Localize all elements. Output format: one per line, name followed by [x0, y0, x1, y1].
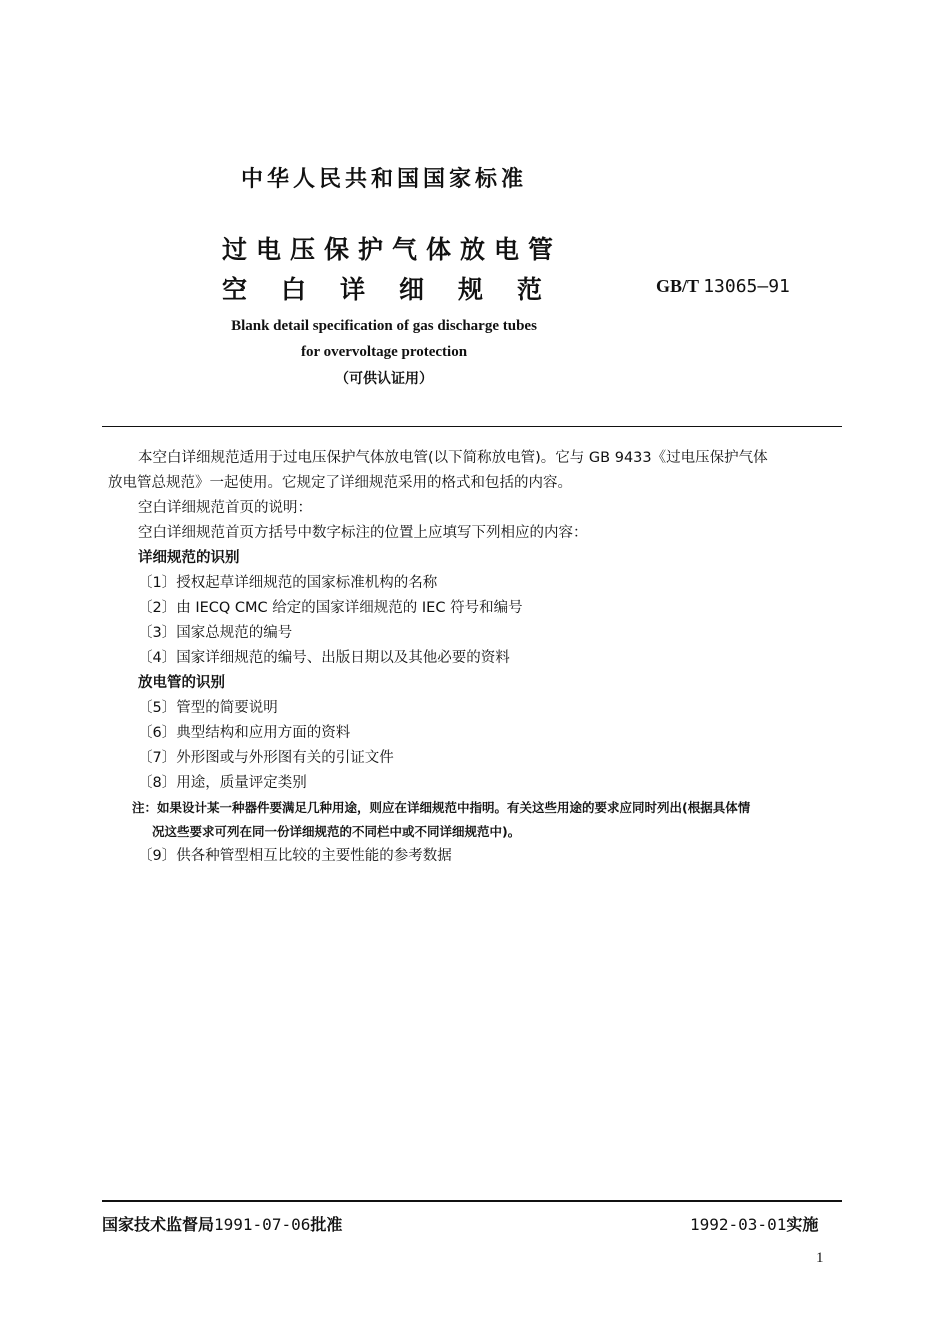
header-divider [102, 426, 842, 427]
title-en-line1: Blank detail specification of gas discharge tubes [231, 318, 537, 334]
list-item: 〔3〕国家总规范的编号 [138, 625, 293, 641]
approval-org: 国家技术监督局 [102, 1215, 215, 1234]
standard-code: 13065—91 [703, 276, 790, 297]
first-page-description: 空白详细规范首页方括号中数字标注的位置上应填写下列相应的内容： [138, 525, 588, 541]
intro-paragraph-line1: 本空白详细规范适用于过电压保护气体放电管(以下简称放电管)。它与 GB 9433《过电压保护气体 [138, 450, 768, 466]
certification-note: （可供认证用） [335, 371, 433, 387]
title-en-line2: for overvoltage protection [300, 344, 468, 360]
list-item: 〔1〕授权起草详细规范的国家标准机构的名称 [138, 575, 438, 591]
page-number: 1 [816, 1250, 824, 1266]
standard-number [656, 276, 790, 297]
note-line2: 况这些要求可列在同一份详细规范的不同栏中或不同详细规范中)。 [152, 824, 521, 839]
intro-paragraph-line2: 放电管总规范》一起使用。它规定了详细规范采用的格式和包括的内容。 [108, 475, 572, 491]
national-standard-header: 中华人民共和国国家标准 [240, 167, 527, 192]
title-cn-line2: 空白详细规范 [222, 275, 577, 304]
section-title-tube-identification: 放电管的识别 [138, 675, 225, 691]
effective-info [690, 1212, 818, 1235]
effective-label: 实施 [786, 1215, 819, 1234]
approval-info [102, 1212, 342, 1235]
approval-date: 1991-07-06 [214, 1215, 311, 1234]
footer-divider [102, 1200, 842, 1202]
effective-date: 1992-03-01 [690, 1215, 787, 1234]
list-item: 〔2〕由 IECQ CMC 给定的国家详细规范的 IEC 符号和编号 [138, 600, 523, 616]
list-item: 〔9〕供各种管型相互比较的主要性能的参考数据 [138, 848, 452, 864]
document-body [108, 446, 842, 869]
title-cn-line1: 过电压保护气体放电管 [222, 235, 563, 264]
list-item: 〔6〕典型结构和应用方面的资料 [138, 725, 351, 741]
list-item: 〔4〕国家详细规范的编号、出版日期以及其他必要的资料 [138, 650, 510, 666]
section-title-spec-identification: 详细规范的识别 [138, 550, 240, 566]
approval-label: 批准 [310, 1215, 343, 1234]
note-line1: 注：如果设计某一种器件要满足几种用途，则应在详细规范中指明。有关这些用途的要求应同时列出(根据具体情 [132, 800, 751, 815]
standard-prefix: GB/T [656, 276, 699, 296]
list-item: 〔7〕外形图或与外形图有关的引证文件 [138, 750, 394, 766]
first-page-heading: 空白详细规范首页的说明： [138, 500, 312, 516]
list-item: 〔5〕管型的简要说明 [138, 700, 278, 716]
list-item: 〔8〕用途，质量评定类别 [138, 775, 307, 791]
